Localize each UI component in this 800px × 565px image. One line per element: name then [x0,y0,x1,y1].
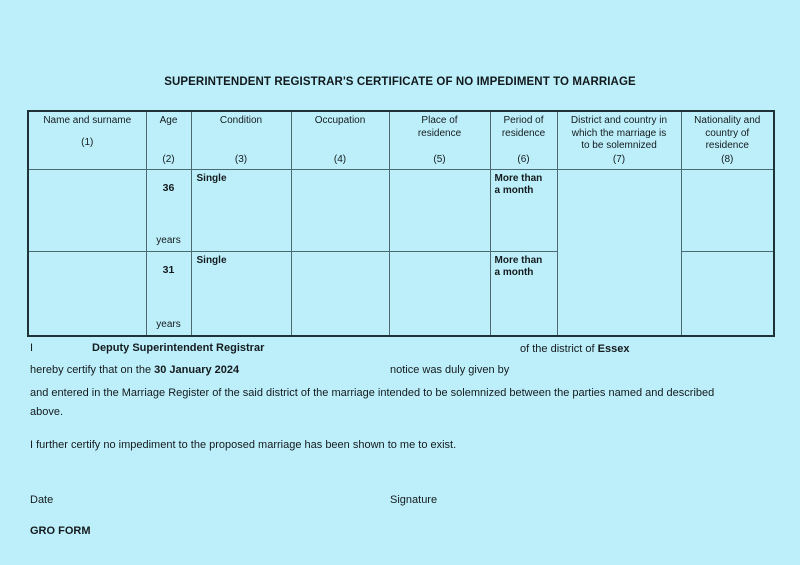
form-code: GRO FORM [30,525,91,537]
cell-period-of-residence[interactable]: More than a month [490,170,557,252]
further-certify-text: I further certify no impediment to the proposed marriage has been shown to me to exist. [30,439,457,451]
table-header-row [28,111,774,170]
cell-place-of-residence[interactable] [389,252,490,337]
cell-nationality[interactable] [681,170,774,252]
age-unit: years [156,319,181,330]
certify-prefix: hereby certify that on the [30,364,152,376]
cell-age[interactable] [146,170,191,252]
cell-occupation[interactable] [291,252,389,337]
district-prefix: of the district of [520,343,595,355]
entered-text: and entered in the Marriage Register of the said district of the marriage intended to be solemnized between the parties named and described [30,387,715,399]
registrar-role: Deputy Superintendent Registrar [92,342,265,354]
cell-condition[interactable]: Single [191,252,291,337]
cell-name[interactable] [28,170,146,252]
cell-district-country[interactable] [557,170,681,337]
notice-date: 30 January 2024 [154,364,240,376]
cell-place-of-residence[interactable] [389,170,490,252]
cell-name[interactable] [28,252,146,337]
age-unit: years [156,235,181,246]
notice-suffix: notice was duly given by [390,364,510,376]
column-header-name: Name and surname (1) [28,111,146,170]
district-line [520,342,629,356]
cell-occupation[interactable] [291,170,389,252]
column-header-period-of-residence: Period of residence (6) [490,111,557,170]
column-header-age: Age (2) [146,111,191,170]
cell-nationality[interactable] [681,252,774,337]
column-header-district-country: District and country in which the marriage is to be solemnized (7) [557,111,681,170]
cell-period-of-residence[interactable]: More than a month [490,252,557,337]
column-header-condition: Condition (3) [191,111,291,170]
date-label: Date [30,494,54,506]
district-name: Essex [597,343,630,355]
declaration-i-label: I [30,342,34,354]
cell-age[interactable] [146,252,191,337]
certify-line [30,363,239,377]
age-value: 31 [162,264,175,276]
table-row [28,170,774,252]
signature-label: Signature [390,494,438,506]
entered-text-continued: above. [30,406,64,418]
column-header-place-of-residence: Place of residence (5) [389,111,490,170]
certificate-table [27,110,775,337]
age-value: 36 [162,182,175,194]
column-header-nationality: Nationality and country of residence (8) [681,111,774,170]
column-header-occupation: Occupation (4) [291,111,389,170]
cell-condition[interactable]: Single [191,170,291,252]
page-title: SUPERINTENDENT REGISTRAR'S CERTIFICATE OF NO IMPEDIMENT TO MARRIAGE [164,76,636,88]
